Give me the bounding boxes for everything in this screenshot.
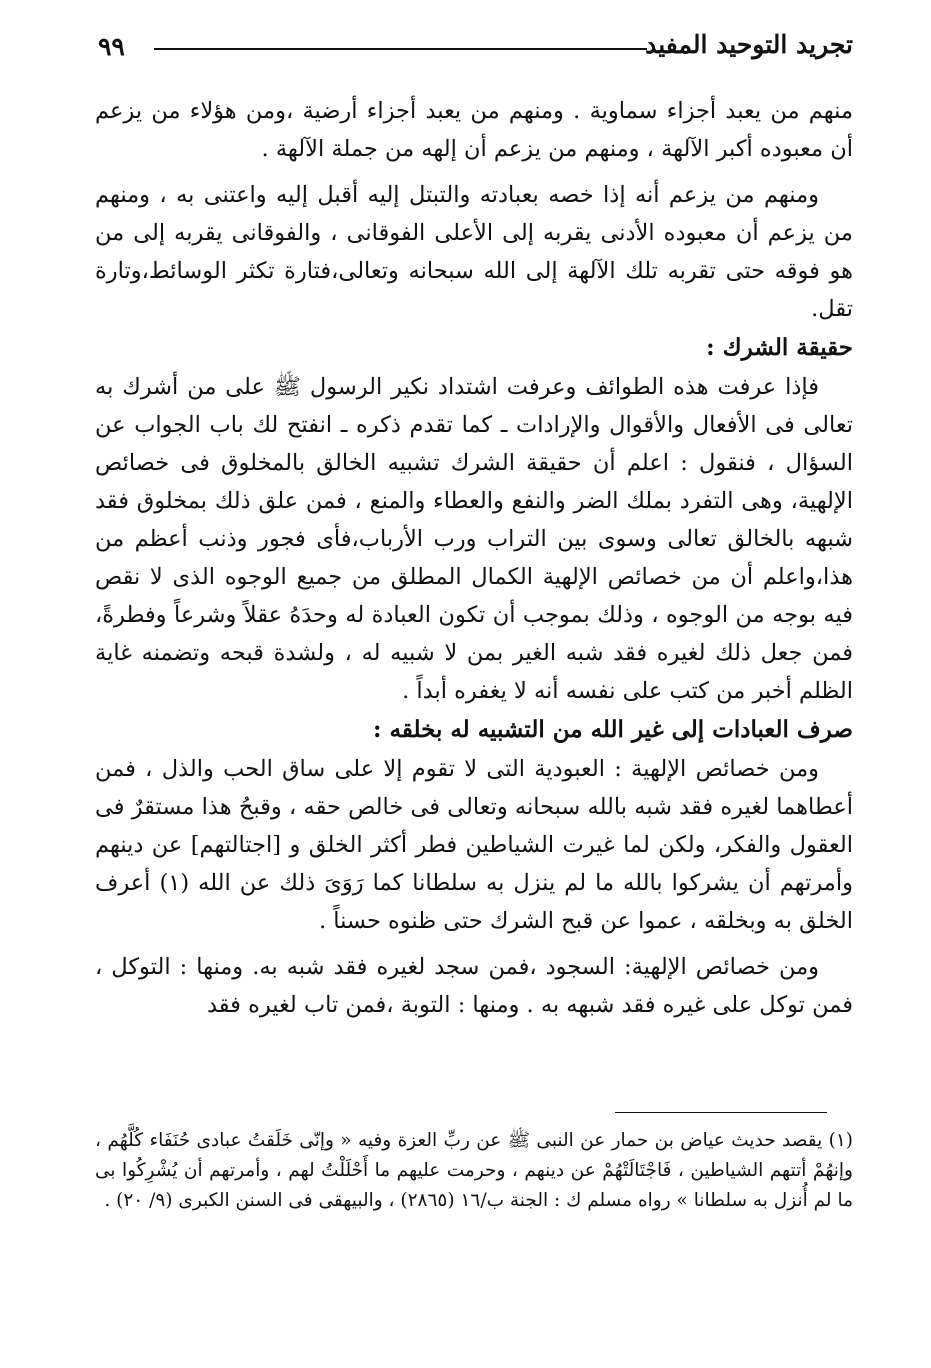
section-heading-shirk: حقيقة الشرك : [706,334,853,361]
footnotes [95,1112,853,1216]
paragraph-1: منهم من يعبد أجزاء سماوية . ومنهم من يعبد أجزاء أرضية ،ومن هؤلاء من يزعم أن معبوده أكبر الآلهة ، ومنهم من يزعم أن إلهه من جملة الآلهة . [95,98,853,162]
running-title: تجريد التوحيد المفيد [645,30,853,59]
main-text [95,92,853,1024]
footnote-rule [615,1112,827,1113]
section-heading-worship: صرف العبادات إلى غير الله من التشبيه له بخلقه : [373,716,853,743]
page-header [92,26,853,66]
paragraph-3: فإذا عرفت هذه الطوائف وعرفت اشتداد نكير الرسول ﷺ على من أشرك به تعالى فى الأفعال والأقوال والإرادات ـ كما تقدم ذكره ـ انفتح لك باب الجواب عن السؤال ، فنقول : اعلم أن حقيقة الشرك تشبيه الخالق بالمخلوق فى خصائص الإلهية، وهى التفرد بملك الضر والنفع والعطاء والمنع ، فمن علق ذلك بمخلوق فقد شبهه بالخالق تعالى وسوى بين التراب ورب الأرباب،فأى فجور وذنب أعظم من هذا،واعلم أن من خصائص الإلهية الكمال المطلق من جميع الوجوه الذى لا نقص فيه بوجه من الوجوه ، وذلك بموجب أن تكون العبادة له وحدَهُ عقلاً وشرعاً وفطرةً، فمن جعل ذلك لغيره فقد شبه الغير بمن لا شبيه له ، ولشدة قبحه وتضمنه غاية الظلم أخبر من كتب على نفسه أنه لا يغفره أبداً . [95,374,853,704]
paragraph-5: ومن خصائص الإلهية: السجود ،فمن سجد لغيره فقد شبه به. ومنها : التوكل ، فمن توكل على غيره فقد شبهه به . ومنها : التوبة ،فمن تاب لغيره فقد [95,954,853,1018]
footnote-1: (١) يقصد حديث عياض بن حمار عن النبى ﷺ عن ربِّ العزة وفيه « وإنّى خَلَقتُ عبادى حُنَفَاء كُلَّهُم ، وإنهُمْ أتتهم الشياطين ، فَاجْتَالَتْهُمْ عن دينهم ، وحرمت عليهم ما أَحْلَلْتُ لهم ، وأمرتهم أن يُشْرِكُوا بى ما لم أُنزل به سلطانا » رواه مسلم ك : الجنة ب/١٦ (٢٨٦٥) ، والبيهقى فى السنن الكبرى (٩/ ٢٠) . [95,1130,853,1211]
footnote-separator [95,1112,853,1126]
page-number: ٩٩ [98,32,125,61]
paragraph-2: ومنهم من يزعم أنه إذا خصه بعبادته والتبتل إليه أقبل إليه واعتنى به ، ومنهم من يزعم أن معبوده الأدنى يقربه إلى الأعلى الفوقانى ، والفوقانى يقربه إلى من هو فوقه حتى تقربه تلك الآلهة إلى الله سبحانه وتعالى،فتارة تكثر الوسائط،وتارة تقل. [95,182,853,322]
paragraph-4: ومن خصائص الإلهية : العبودية التى لا تقوم إلا على ساق الحب والذل ، فمن أعطاهما لغيره فقد شبه بالله سبحانه وتعالى فى خالص حقه ، وقبحُ هذا مستقرٌ فى العقول والفكر، ولكن لما غيرت الشياطين فطر أكثر الخلق و [اجتالتهم] عن دينهم وأمرتهم أن يشركوا بالله ما لم ينزل به سلطانا كما رَوَىَ ذلك عن الله (١) أعرف الخلق به وبخلقه ، عموا عن قبح الشرك حتى ظنوه حسناً . [95,756,853,934]
header-rule [154,48,647,50]
